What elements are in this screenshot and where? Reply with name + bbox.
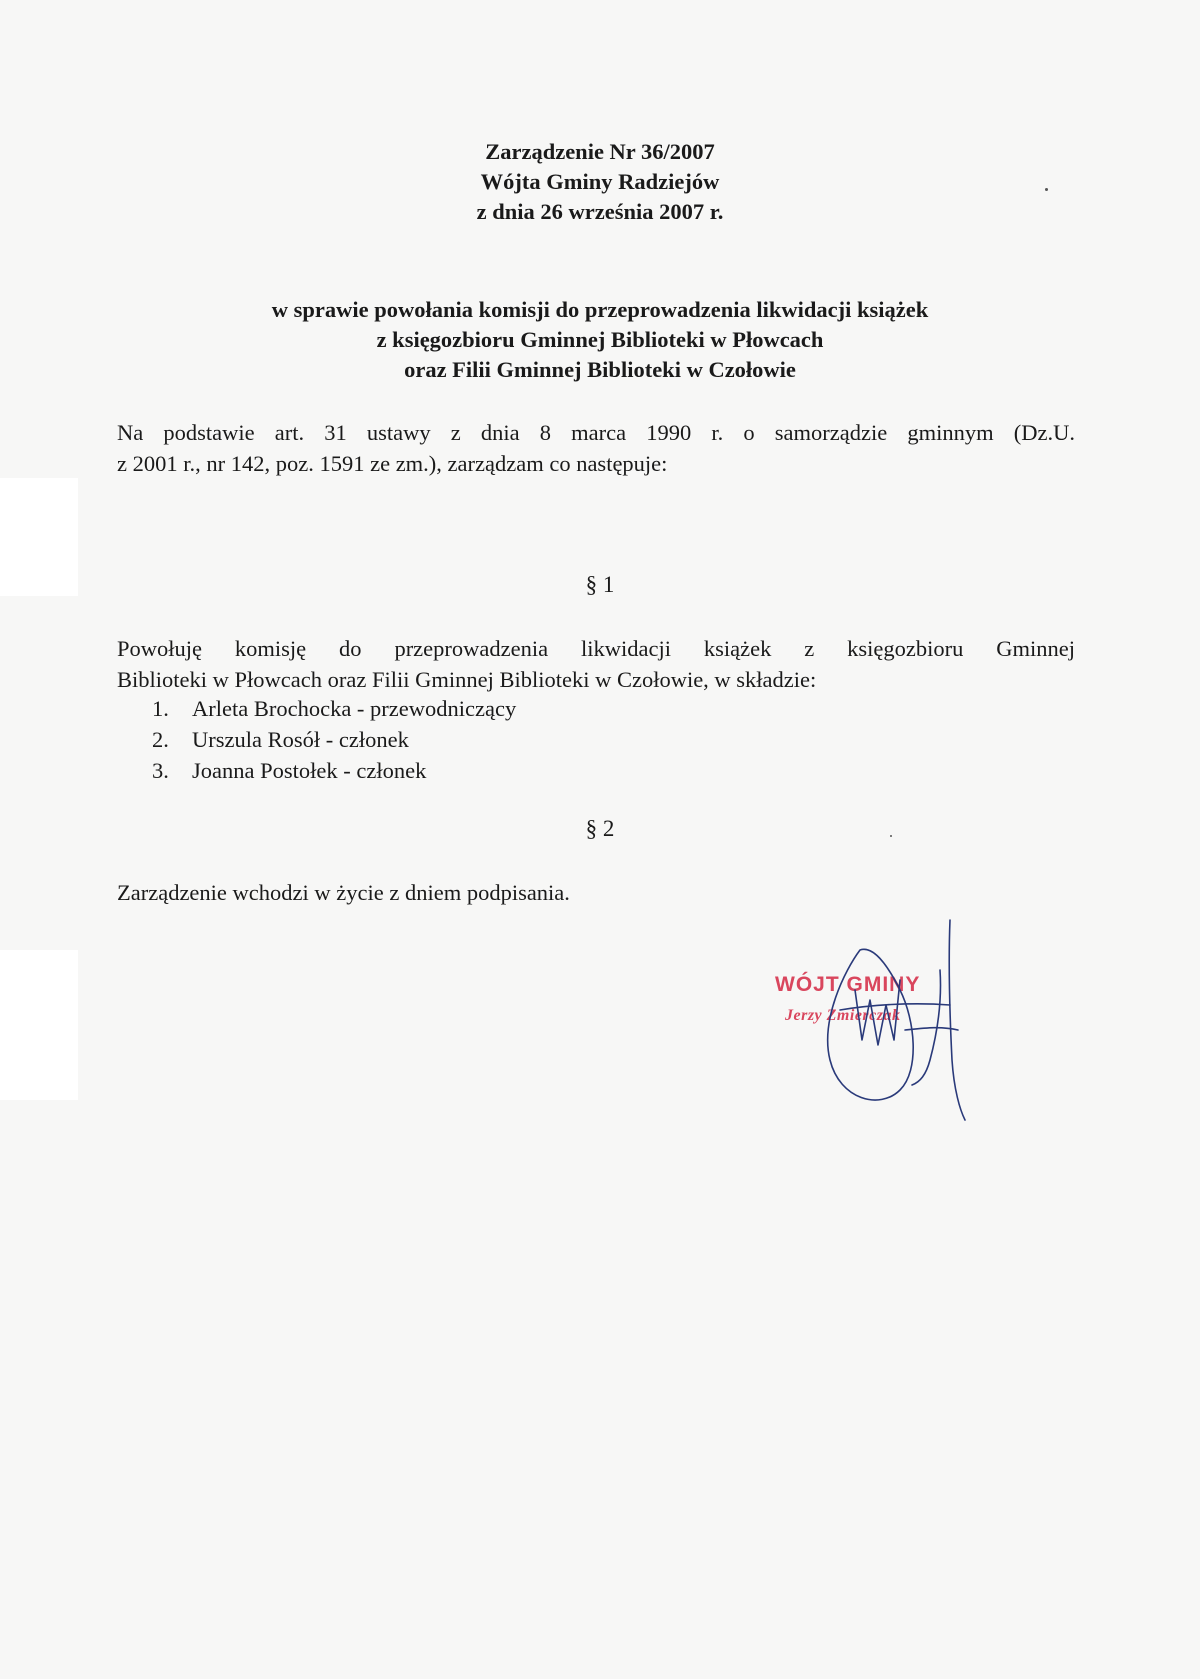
- list-item-number: 1.: [152, 696, 169, 721]
- section-1-line: Biblioteki w Płowcach oraz Filii Gminnej Biblioteki w Czołowie, w składzie:: [117, 667, 817, 692]
- document-subject: [0, 295, 1200, 385]
- list-item-text: Arleta Brochocka - przewodniczący: [192, 696, 517, 721]
- document-header: [0, 137, 1200, 227]
- scan-edge-mark: [0, 950, 78, 1100]
- ordinance-number: Zarządzenie Nr 36/2007: [485, 139, 715, 164]
- scan-speck: [1045, 188, 1048, 191]
- list-item-number: 3.: [152, 758, 169, 783]
- section-2-text: Zarządzenie wchodzi w życie z dniem podpisania.: [117, 880, 570, 905]
- section-2-heading: § 2: [585, 816, 615, 841]
- handwritten-signature: [800, 910, 990, 1130]
- legal-basis-line: z 2001 r., nr 142, poz. 1591 ze zm.), zarządzam co następuje:: [117, 451, 668, 476]
- list-item-number: 2.: [152, 727, 169, 752]
- list-item: [152, 693, 516, 724]
- stamp-title: WÓJT GMINY: [775, 973, 921, 996]
- section-1-paragraph: [117, 633, 1075, 695]
- section-1-line: Powołuję komisję do przeprowadzenia likwidacji książek z księgozbioru Gminnej: [117, 636, 1075, 661]
- subject-line: oraz Filii Gminnej Biblioteki w Czołowie: [404, 357, 796, 382]
- list-item-text: Joanna Postołek - członek: [192, 758, 427, 783]
- list-item-text: Urszula Rosół - członek: [192, 727, 409, 752]
- section-1-heading: § 1: [585, 572, 615, 597]
- issue-date: z dnia 26 września 2007 r.: [476, 199, 724, 224]
- scan-speck: [890, 835, 892, 837]
- list-item: [152, 724, 516, 755]
- legal-basis-paragraph: [117, 417, 1075, 479]
- subject-line: w sprawie powołania komisji do przeprowadzenia likwidacji książek: [271, 297, 929, 322]
- subject-line: z księgozbioru Gminnej Biblioteki w Płowcach: [376, 327, 824, 352]
- committee-members-list: [152, 693, 516, 786]
- issuing-authority: Wójta Gminy Radziejów: [480, 169, 720, 194]
- legal-basis-line: Na podstawie art. 31 ustawy z dnia 8 marca 1990 r. o samorządzie gminnym (Dz.U.: [117, 420, 1075, 445]
- list-item: [152, 755, 516, 786]
- stamp-name: Jerzy Zmierczak: [785, 1007, 901, 1024]
